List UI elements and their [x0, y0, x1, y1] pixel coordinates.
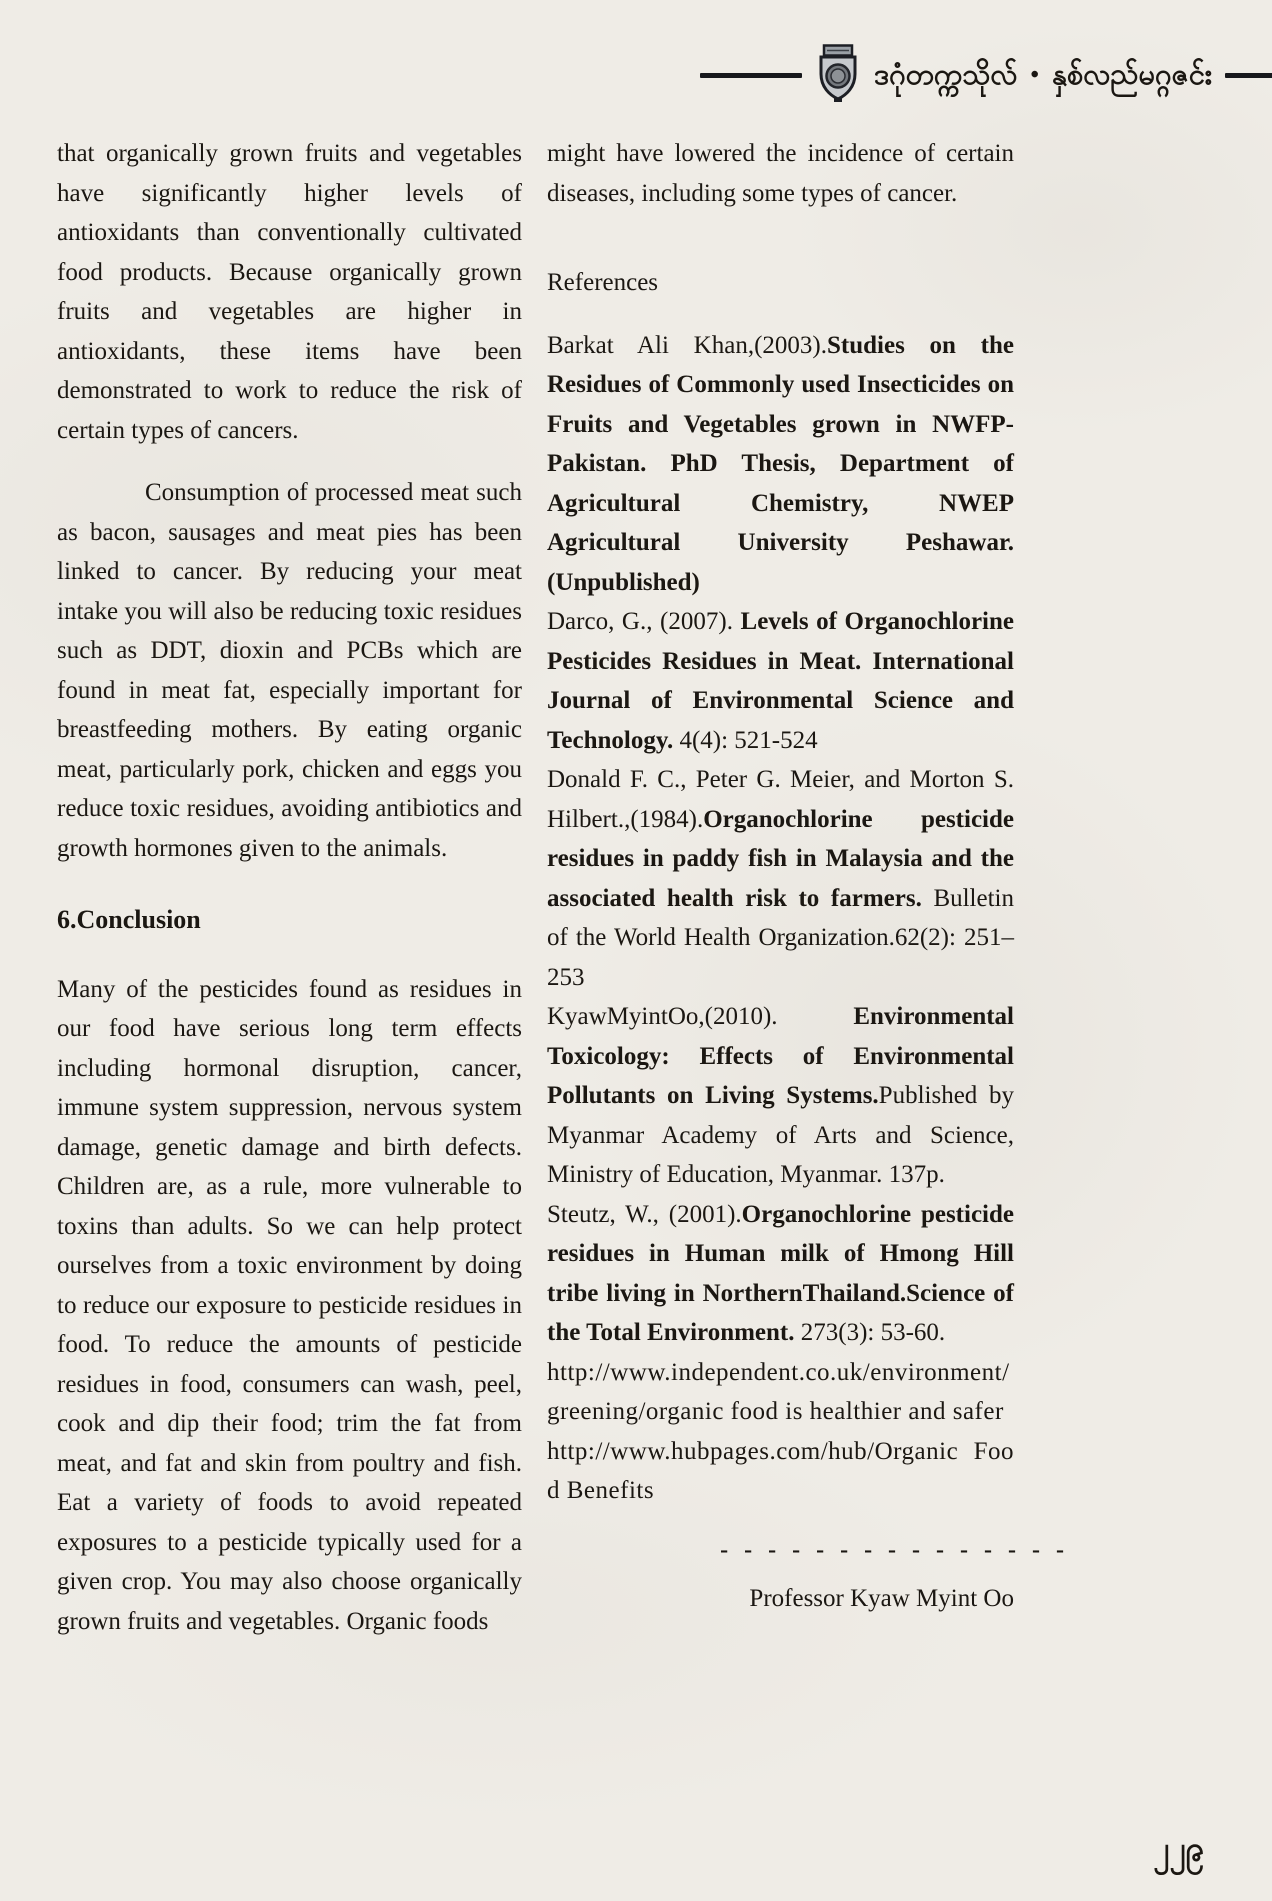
page-header [700, 38, 1268, 112]
header-rule-right [1225, 73, 1272, 78]
reference-title-segment: Organochlorine pesticide residues in Human milk of Hmong Hill tribe living in NorthernThailand.Science of the Total Environment. [547, 1200, 1014, 1346]
reference-title-segment: Studies on the Residues of Commonly used Insecticides on Fruits and Vegetables grown in NWFP-Pakistan. PhD Thesis, Department of Agricultural Chemistry, NWEP Agricultural University Peshawar. (Unpublished) [547, 331, 1014, 596]
reference-text-segment: 4(4): 521-524 [679, 726, 818, 754]
paragraph-intro: might have lowered the incidence of certain diseases, including some types of cancer. [547, 140, 1014, 207]
reference-text-segment: Published by Myanmar Academy of Arts and Science, Ministry of Education, Myanmar. 137p. [547, 1082, 1014, 1188]
reference-item [547, 760, 1014, 997]
reference-text-segment: Steutz, W., (2001). [547, 1200, 742, 1228]
reference-item [547, 602, 1014, 760]
paragraph-antioxidants: that organically grown fruits and vegetables have significantly higher levels of antioxidants than conventionally cultivated food products. Because organically grown fruits and vegetables are higher in antioxidants, these items have been demonstrated to work to reduce the risk of certain types of cancers. [57, 140, 522, 444]
university-name: ဒဂုံတက္ကသိုလ် [874, 58, 1018, 91]
reference-title-segment: Organochlorine pesticide residues in paddy fish in Malaysia and the associated health risk to farmers. [547, 805, 1014, 912]
reference-text-segment: http://www.hubpages.com/hub/Organic Food Benefits [547, 1437, 1014, 1504]
reference-item [547, 1432, 1014, 1511]
reference-text-segment: 273(3): 53-60. [800, 1319, 946, 1346]
reference-item [547, 1195, 1014, 1353]
left-column [57, 134, 522, 1664]
reference-text-segment: http://www.independent.co.uk/environment/greening/organic food is healthier and safer [547, 1358, 1010, 1425]
reference-text-segment: Darco, G., (2007). [547, 608, 741, 635]
reference-text-segment: Bulletin of the World Health Organization.62(2): 251–253 [547, 884, 1014, 991]
references-list [547, 326, 1014, 1511]
page-number: ၂၂၉ [1153, 1829, 1204, 1868]
paragraph-processed-meat: Consumption of processed meat such as bacon, sausages and meat pies has been linked to cancer. By reducing your meat intake you will also be reducing toxic residues such as DDT, dioxin and PCBs which are found in meat fat, especially important for breastfeeding mothers. By eating organic meat, particularly pork, chicken and eggs you reduce toxic residues, avoiding antibiotics and growth hormones given to the animals. [57, 479, 522, 862]
reference-item [547, 997, 1014, 1195]
reference-text-segment: KyawMyintOo,(2010). [547, 1003, 854, 1030]
magazine-name: နှစ်လည်မဂ္ဂဇင်း [1051, 58, 1213, 91]
signature-divider: - - - - - - - - - - - - - - - [720, 1536, 1069, 1563]
header-rule-left [700, 73, 802, 78]
reference-item [547, 1353, 1014, 1432]
conclusion-heading: 6.Conclusion [57, 905, 201, 934]
paragraph-conclusion: Many of the pesticides found as residues in our food have serious long term effects including hormonal disruption, cancer, immune system suppression, nervous system damage, genetic damage and birth defects. Children are, as a rule, more vulnerable to toxins than adults. So we can help protect ourselves from a toxic environment by doing to reduce our exposure to pesticide residues in food. To reduce the amounts of pesticide residues in food, consumers can wash, peel, cook and dip their food; trim the fat from meat, and fat and skin from poultry and fish. Eat a variety of foods to avoid repeated exposures to a pesticide typically used for a given crop. You may also choose organically grown fruits and vegetables. Organic foods [57, 975, 522, 1635]
references-heading: References [547, 269, 659, 296]
two-column-body [57, 134, 1069, 1664]
right-column [547, 134, 1069, 1664]
reference-title-segment: Environmental Toxicology: Effects of Environmental Pollutants on Living Systems. [547, 1003, 1014, 1109]
header-bullet-icon: • [1030, 62, 1039, 88]
university-crest-icon [815, 43, 861, 108]
reference-text-segment: Donald F. C., Peter G. Meier, and Morton S. Hilbert.,(1984). [547, 766, 1014, 833]
author-signature: Professor Kyaw Myint Oo [749, 1585, 1014, 1612]
reference-title-segment: Levels of Organochlorine Pesticides Residues in Meat. International Journal of Environmental Science and Technology. [547, 608, 1014, 754]
reference-item [547, 326, 1014, 603]
reference-text-segment: Barkat Ali Khan,(2003). [547, 331, 827, 359]
